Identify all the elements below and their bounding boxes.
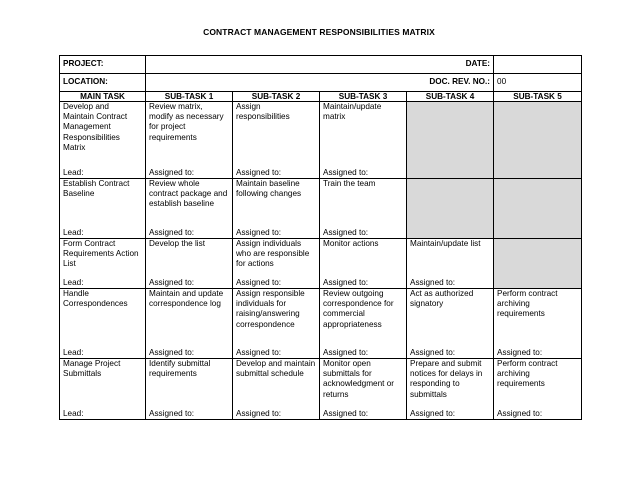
- sub-task-cell[interactable]: [146, 179, 233, 239]
- assigned-to-label: Assigned to:: [323, 167, 369, 177]
- task-description: Perform contract archiving requirements: [497, 289, 558, 319]
- main-task-cell[interactable]: [60, 102, 146, 179]
- assigned-to-label: Assigned to:: [149, 227, 195, 237]
- table-row: [60, 359, 582, 420]
- task-description: Assign responsibilities: [236, 102, 290, 122]
- task-description: Handle Correspondences: [63, 289, 128, 309]
- assigned-to-label: Assigned to:: [497, 347, 543, 357]
- sub-task-cell[interactable]: [233, 289, 320, 359]
- assigned-to-label: Assigned to:: [236, 227, 282, 237]
- doc-rev-label: DOC. REV. NO.:: [146, 74, 494, 92]
- sub-task-cell[interactable]: [146, 359, 233, 420]
- project-row: [60, 56, 582, 74]
- sub-task-cell[interactable]: [233, 359, 320, 420]
- column-header: SUB-TASK 4: [407, 92, 494, 102]
- assigned-to-label: Assigned to:: [149, 347, 195, 357]
- sub-task-cell[interactable]: [494, 102, 582, 179]
- assigned-to-label: Assigned to:: [236, 408, 282, 418]
- assigned-to-label: Assigned to:: [236, 347, 282, 357]
- doc-rev-value[interactable]: 00: [494, 74, 582, 92]
- sub-task-cell[interactable]: [494, 289, 582, 359]
- task-description: Develop the list: [149, 239, 205, 248]
- table-row: [60, 102, 582, 179]
- location-row: [60, 74, 582, 92]
- assigned-to-label: Assigned to:: [410, 408, 456, 418]
- assigned-to-label: Assigned to:: [410, 347, 456, 357]
- assigned-to-label: Assigned to:: [323, 347, 369, 357]
- column-header: SUB-TASK 5: [494, 92, 582, 102]
- task-description: Maintain and update correspondence log: [149, 289, 224, 309]
- assigned-to-label: Assigned to:: [236, 167, 282, 177]
- task-description: Prepare and submit notices for delays in responding to submittals: [410, 359, 483, 399]
- assigned-to-label: Assigned to:: [149, 167, 195, 177]
- column-header: SUB-TASK 3: [320, 92, 407, 102]
- sub-task-cell[interactable]: [146, 289, 233, 359]
- column-header: SUB-TASK 1: [146, 92, 233, 102]
- date-value[interactable]: [494, 56, 582, 74]
- sub-task-cell[interactable]: [494, 239, 582, 289]
- assigned-to-label: Assigned to:: [323, 408, 369, 418]
- lead-label: Lead:: [63, 277, 84, 287]
- table-row: [60, 289, 582, 359]
- sub-task-cell[interactable]: [407, 289, 494, 359]
- task-description: Assign responsible individuals for raising/answering correspondence: [236, 289, 305, 329]
- sub-task-cell[interactable]: [320, 289, 407, 359]
- main-task-cell[interactable]: [60, 359, 146, 420]
- task-description: Review whole contract package and establish baseline: [149, 179, 228, 209]
- column-header: MAIN TASK: [60, 92, 146, 102]
- task-description: Maintain/update matrix: [323, 102, 382, 122]
- sub-task-cell[interactable]: [320, 359, 407, 420]
- sub-task-cell[interactable]: [320, 179, 407, 239]
- sub-task-cell[interactable]: [146, 239, 233, 289]
- sub-task-cell[interactable]: [320, 102, 407, 179]
- assigned-to-label: Assigned to:: [149, 408, 195, 418]
- task-description: Review outgoing correspondence for commercial appropriateness: [323, 289, 394, 329]
- assigned-to-label: Assigned to:: [149, 277, 195, 287]
- lead-label: Lead:: [63, 167, 84, 177]
- task-description: Maintain baseline following changes: [236, 179, 302, 199]
- main-task-cell[interactable]: [60, 289, 146, 359]
- sub-task-cell[interactable]: [494, 179, 582, 239]
- table-row: [60, 239, 582, 289]
- task-description: Develop and maintain submittal schedule: [236, 359, 316, 379]
- responsibilities-matrix: [59, 55, 582, 420]
- sub-task-cell[interactable]: [233, 179, 320, 239]
- sub-task-cell[interactable]: [233, 239, 320, 289]
- task-description: Maintain/update list: [410, 239, 481, 248]
- location-label: LOCATION:: [60, 74, 146, 92]
- task-description: Review matrix, modify as necessary for project requirements: [149, 102, 224, 142]
- assigned-to-label: Assigned to:: [497, 408, 543, 418]
- task-description: Identify submittal requirements: [149, 359, 211, 379]
- task-description: Act as authorized signatory: [410, 289, 474, 309]
- sub-task-cell[interactable]: [233, 102, 320, 179]
- sub-task-cell[interactable]: [407, 179, 494, 239]
- task-description: Develop and Maintain Contract Management Responsibilities Matrix: [63, 102, 128, 152]
- table-row: [60, 179, 582, 239]
- project-label: PROJECT:: [60, 56, 146, 74]
- lead-label: Lead:: [63, 408, 84, 418]
- sub-task-cell[interactable]: [320, 239, 407, 289]
- task-rows: [60, 102, 582, 420]
- task-description: Assign individuals who are responsible for actions: [236, 239, 310, 269]
- sub-task-cell[interactable]: [407, 359, 494, 420]
- lead-label: Lead:: [63, 347, 84, 357]
- task-description: Establish Contract Baseline: [63, 179, 130, 199]
- main-task-cell[interactable]: [60, 239, 146, 289]
- main-task-cell[interactable]: [60, 179, 146, 239]
- assigned-to-label: Assigned to:: [323, 277, 369, 287]
- sub-task-cell[interactable]: [494, 359, 582, 420]
- task-description: Form Contract Requirements Action List: [63, 239, 139, 269]
- assigned-to-label: Assigned to:: [410, 277, 456, 287]
- task-description: Monitor actions: [323, 239, 379, 248]
- task-description: Perform contract archiving requirements: [497, 359, 558, 389]
- date-label: DATE:: [146, 56, 494, 74]
- task-description: Monitor open submittals for acknowledgment or returns: [323, 359, 394, 399]
- sub-task-cell[interactable]: [407, 102, 494, 179]
- document-title: CONTRACT MANAGEMENT RESPONSIBILITIES MATRIX: [203, 27, 435, 37]
- sub-task-cell[interactable]: [407, 239, 494, 289]
- column-header: SUB-TASK 2: [233, 92, 320, 102]
- column-header-row: [60, 92, 582, 102]
- task-description: Manage Project Submittals: [63, 359, 121, 379]
- sub-task-cell[interactable]: [146, 102, 233, 179]
- assigned-to-label: Assigned to:: [236, 277, 282, 287]
- task-description: Train the team: [323, 179, 376, 188]
- assigned-to-label: Assigned to:: [323, 227, 369, 237]
- lead-label: Lead:: [63, 227, 84, 237]
